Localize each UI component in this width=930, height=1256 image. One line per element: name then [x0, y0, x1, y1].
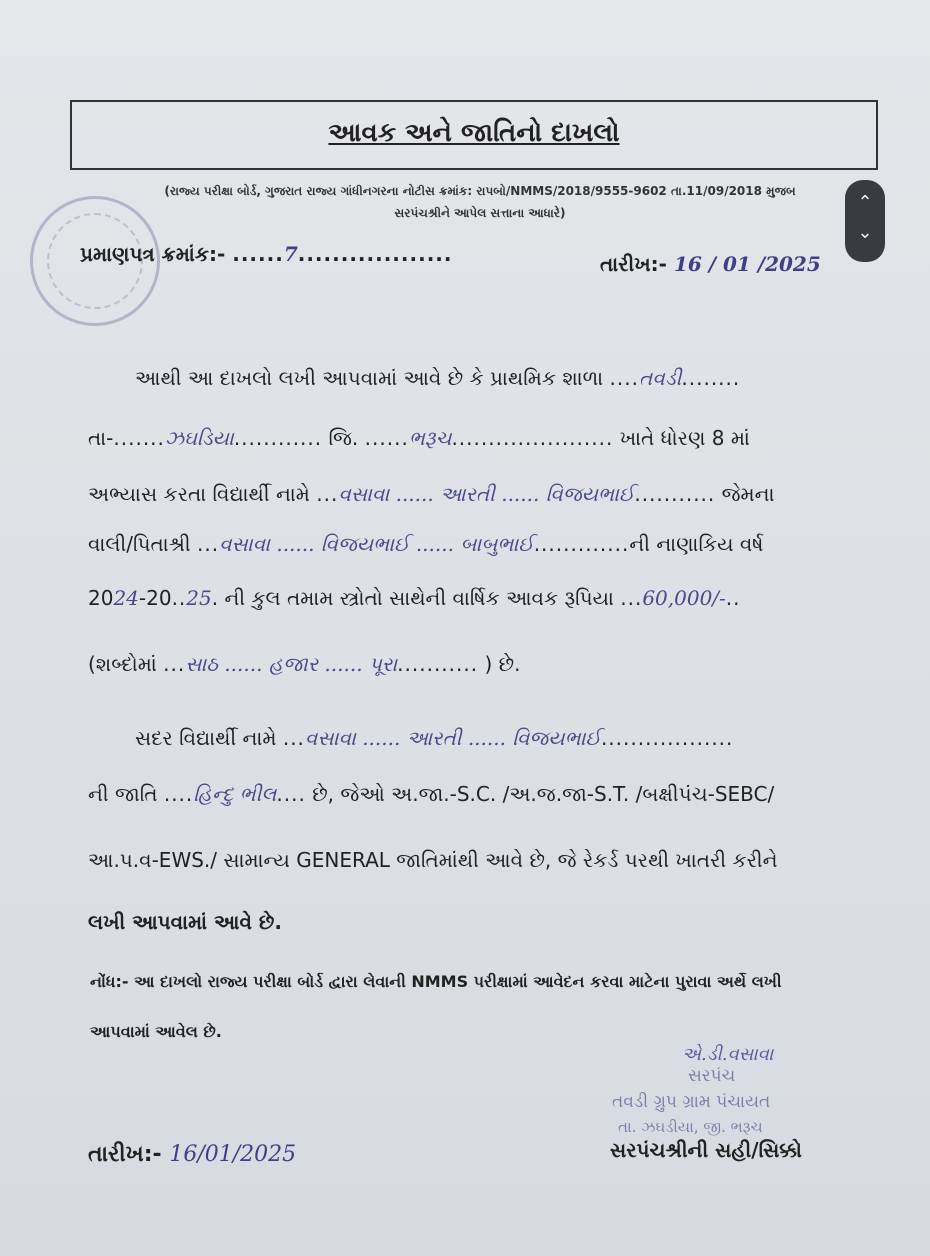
body-line-3: અભ્યાસ કરતા વિદ્યાર્થી નામે ...વસાવા ...... આરતી ...... વિજયભાઈ........... જેમના [88, 482, 775, 506]
reference-line-2: સરપંચશ્રીને આપેલ સત્તાના આધારે) [394, 206, 566, 220]
body-line-4: વાલી/પિતાશ્રી ...વસાવા ...... વિજયભાઈ ...... બાબુભાઈ.............ની નાણાકિય વર્ષ [88, 532, 764, 556]
year-start: 24 [113, 586, 139, 610]
stamp-panchayat: તવડી ગ્રુપ ગ્રામ પંચાયત [612, 1092, 771, 1112]
scroll-widget[interactable] [845, 180, 885, 262]
footer-date-value: 16/01/2025 [169, 1142, 297, 1167]
body-line-2: તા-.......ઝઘડિયા............ જિ. ......ભરૂચ...................... ખાતે ધોરણ 8 માં [88, 426, 750, 450]
caste-name: હિન્દુ ભીલ [193, 782, 277, 806]
reference-note [110, 180, 850, 224]
body-line-8: ની જાતિ ....હિન્દુ ભીલ.... છે, જેઓ અ.જા.-S.C. /અ.જ.જા-S.T. /બક્ષીપંચ-SEBC/ [88, 782, 775, 806]
document-title: આવક અને જાતિનો દાખલો [328, 118, 620, 148]
reference-line-1: (રાજ્ય પરીક્ષા બોર્ડ, ગુજરાત રાજ્ય ગાંધીનગરના નોટીસ ક્રમાંક: રાપબો/NMMS/2018/9555-9602 તા.11/09/2018 મુજબ [164, 184, 796, 198]
title-box [70, 100, 878, 170]
guardian-name: વસાવા ...... વિજયભાઈ ...... બાબુભાઈ [219, 532, 534, 556]
year-end: 25 [186, 586, 212, 610]
certificate-number-value: 7 [283, 242, 298, 266]
certificate-number-label: પ્રમાણપત્ર ક્રમાંક:- [80, 242, 226, 266]
body-line-6: (શબ્દોમાં ...સાઠ ...... હજાર ...... પૂરા........... ) છે. [88, 652, 521, 676]
scroll-down-icon[interactable]: ⌄ [857, 222, 873, 243]
stamp-role: સરપંચ [688, 1066, 736, 1086]
certificate-date-value: 16 / 01 /2025 [673, 252, 821, 276]
body-line-9: આ.પ.વ-EWS./ સામાન્ય GENERAL જાતિમાંથી આવે છે, જે રેકર્ડ પરથી ખાતરી કરીને [88, 848, 778, 872]
student-name: વસાવા ...... આરતી ...... વિજયભાઈ [338, 482, 635, 506]
body-line-5: 2024-20..25. ની કુલ તમામ સ્ત્રોતો સાથેની વાર્ષિક આવક રૂપિયા ...60,000/-.. [88, 586, 741, 610]
scroll-up-icon[interactable]: ⌃ [857, 192, 873, 213]
certificate-number-row: પ્રમાણપત્ર ક્રમાંક:- ......7.................. [80, 242, 453, 266]
student-name-2: વસાવા ...... આરતી ...... વિજયભાઈ [304, 726, 601, 750]
district-name: ભરૂચ [408, 426, 452, 450]
school-name: તવડી [638, 366, 682, 390]
stamp-place: તા. ઝઘડીયા, જી. ભરૂચ [618, 1118, 763, 1136]
certificate-date-row [600, 252, 821, 276]
signature-name: એ.ડી.વસાવા [682, 1044, 774, 1065]
body-line-10: લખી આપવામાં આવે છે. [88, 910, 282, 934]
note-line-1: નોંધ:- આ દાખલો રાજ્ય પરીક્ષા બોર્ડ દ્વારા લેવાની NMMS પરીક્ષામાં આવેદન કરવા માટેના પુરાવા અર્થે લખી [90, 972, 782, 991]
note-line-2: આપવામાં આવેલ છે. [90, 1022, 222, 1041]
footer-date-row [88, 1142, 296, 1167]
taluka-name: ઝઘડિયા [164, 426, 234, 450]
annual-income: 60,000/- [642, 586, 726, 610]
footer-date-label: તારીખ:- [88, 1142, 162, 1167]
body-line-1: આથી આ દાખલો લખી આપવામાં આવે છે કે પ્રાથમિક શાળા ....તવડી........ [135, 366, 741, 390]
body-line-7: સદર વિદ્યાર્થી નામે ...વસાવા ...... આરતી ...... વિજયભાઈ.................. [135, 726, 734, 750]
signature-caption: સરપંચશ્રીની સહી/સિક્કો [610, 1138, 802, 1162]
certificate-date-label: તારીખ:- [600, 252, 667, 276]
income-in-words: સાઠ ...... હજાર ...... પૂરા [185, 652, 398, 676]
